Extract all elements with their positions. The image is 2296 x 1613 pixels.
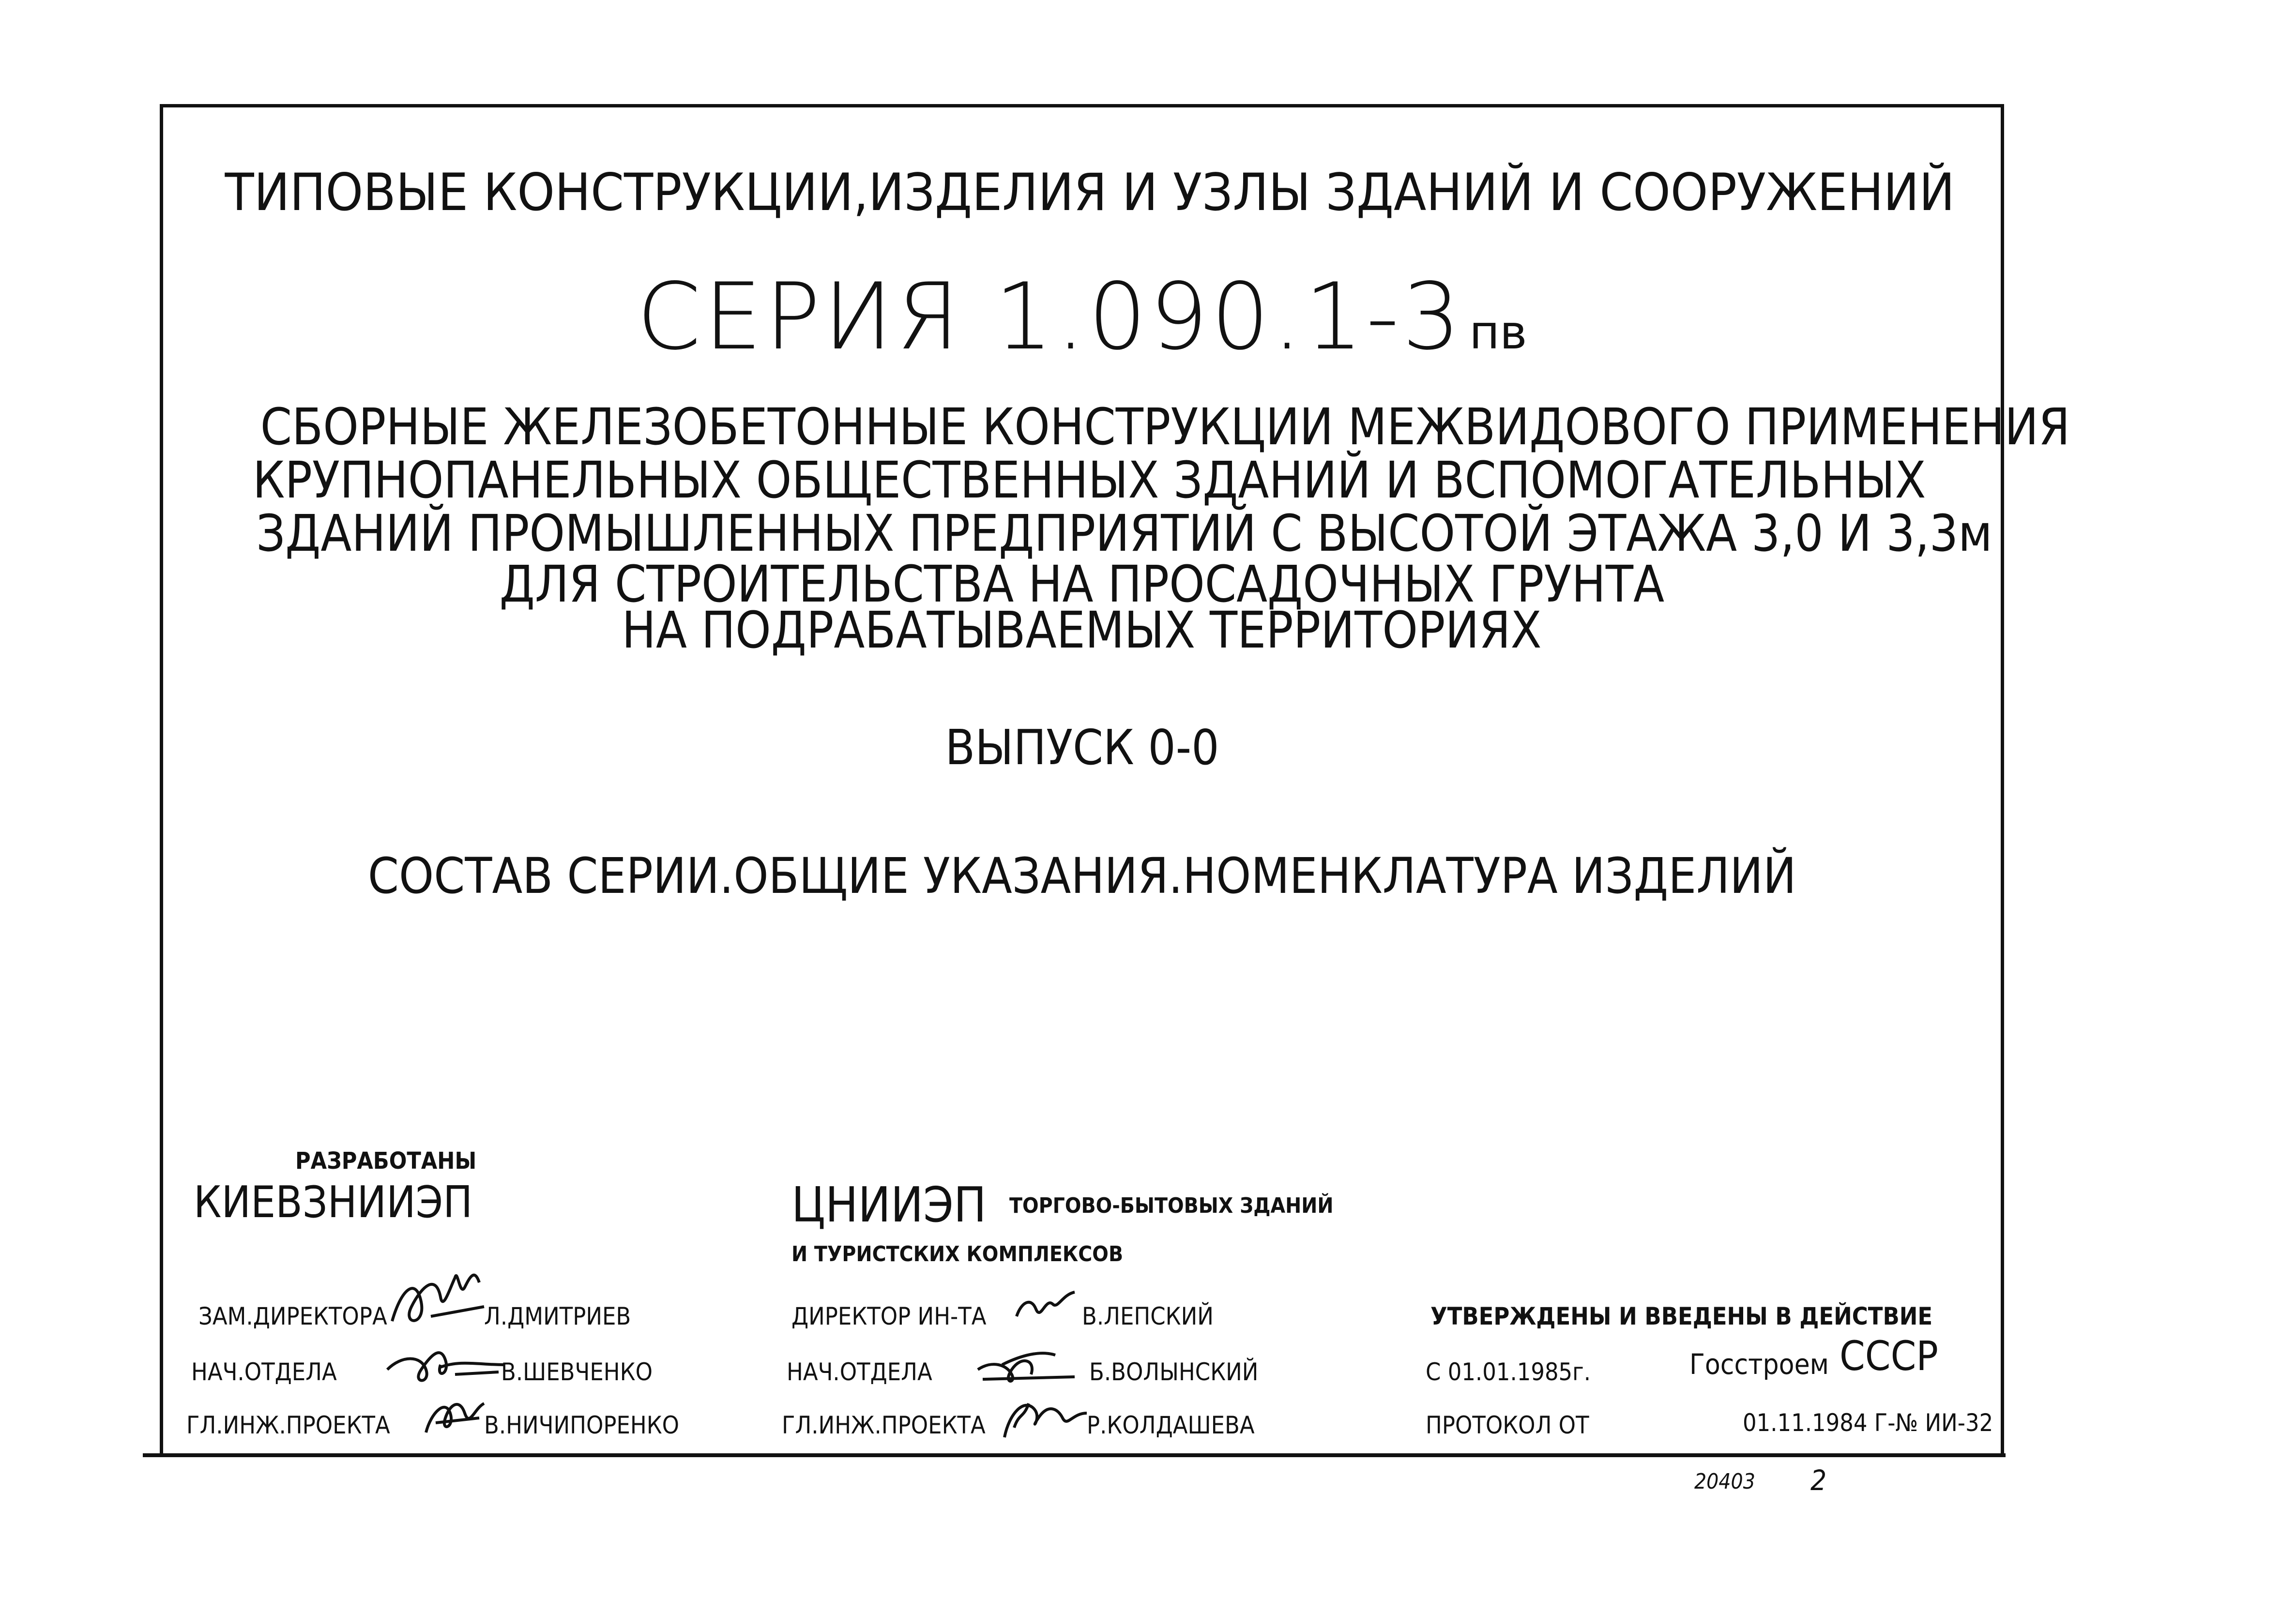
- left-sign-name-2: В.ШЕВЧЕНКО: [501, 1358, 653, 1386]
- left-sign-role-2: НАЧ.ОТДЕЛА: [191, 1358, 337, 1386]
- issue-number: ВЫПУСК 0-0: [944, 719, 1219, 776]
- approval-date: С 01.01.1985г.: [1426, 1358, 1591, 1386]
- org-tsniiep-desc-1: ТОРГОВО-БЫТОВЫХ ЗДАНИЙ: [1009, 1193, 1334, 1218]
- series-suffix: пв: [1469, 305, 1527, 360]
- org-tsniiep: ЦНИИЭП: [791, 1176, 987, 1233]
- protocol-value: 01.11.1984 Г-№ ИИ-32: [1743, 1409, 1993, 1437]
- protocol-label: ПРОТОКОЛ ОТ: [1426, 1411, 1589, 1439]
- mid-sign-role-2: НАЧ.ОТДЕЛА: [787, 1358, 932, 1386]
- signature-lepsky-icon: [1012, 1282, 1080, 1326]
- frame-bottom-line: [143, 1453, 2006, 1457]
- mid-sign-name-1: В.ЛЕПСКИЙ: [1082, 1302, 1214, 1330]
- series-number: СЕРИЯ 1.090.1-3: [637, 263, 1464, 370]
- approval-authority: СССР: [1840, 1332, 1938, 1380]
- signature-nichiporenko-icon: [416, 1384, 489, 1442]
- org-kievzniiep: КИЕВЗНИИЭП: [194, 1177, 473, 1228]
- mid-sign-role-1: ДИРЕКТОР ИН-ТА: [791, 1302, 987, 1330]
- mid-sign-name-2: Б.ВОЛЫНСКИЙ: [1089, 1358, 1259, 1386]
- mid-sign-role-3: ГЛ.ИНЖ.ПРОЕКТА: [782, 1411, 986, 1439]
- left-sign-role-3: ГЛ.ИНЖ.ПРОЕКТА: [186, 1411, 390, 1439]
- contents-title: СОСТАВ СЕРИИ.ОБЩИЕ УКАЗАНИЯ.НОМЕНКЛАТУРА ИЗДЕЛИЙ: [367, 847, 1796, 905]
- left-sign-name-1: Л.ДМИТРИЕВ: [484, 1302, 631, 1330]
- signature-koldasheva-icon: [995, 1384, 1092, 1447]
- description-line-1: СБОРНЫЕ ЖЕЛЕЗОБЕТОННЫЕ КОНСТРУКЦИИ МЕЖВИДОВОГО ПРИМЕНЕНИЯ: [260, 397, 2070, 456]
- description-line-4: ДЛЯ СТРОИТЕЛЬСТВА НА ПРОСАДОЧНЫХ ГРУНТА: [499, 555, 1665, 614]
- series-title: [160, 263, 2004, 370]
- developed-by-label: РАЗРАБОТАНЫ: [295, 1147, 477, 1175]
- approval-text: УТВЕРЖДЕНЫ И ВВЕДЕНЫ В ДЕЙСТВИЕ: [1430, 1302, 1933, 1330]
- left-sign-role-1: ЗАМ.ДИРЕКТОРА: [198, 1302, 387, 1330]
- document-number: 20403: [1694, 1469, 1755, 1494]
- standard-title-text: ТИПОВЫЕ КОНСТРУКЦИИ,ИЗДЕЛИЯ И УЗЛЫ ЗДАНИЙ И СООРУЖЕНИЙ: [225, 163, 1955, 222]
- standard-title: [160, 163, 2004, 222]
- description-line-5: НА ПОДРАБАТЫВАЕМЫХ ТЕРРИТОРИЯХ: [622, 601, 1542, 660]
- description-line-3: ЗДАНИЙ ПРОМЫШЛЕННЫХ ПРЕДПРИЯТИЙ С ВЫСОТОЙ ЭТАЖА 3,0 И 3,3м: [256, 504, 1992, 563]
- org-tsniiep-desc-2: И ТУРИСТСКИХ КОМПЛЕКСОВ: [791, 1242, 1124, 1266]
- mid-sign-name-3: Р.КОЛДАШЕВА: [1087, 1411, 1255, 1439]
- signature-dmitriev-icon: [382, 1258, 494, 1336]
- description-line-2: КРУПНОПАНЕЛЬНЫХ ОБЩЕСТВЕННЫХ ЗДАНИЙ И ВСПОМОГАТЕЛЬНЫХ: [253, 451, 1926, 510]
- left-sign-name-3: В.НИЧИПОРЕНКО: [484, 1411, 680, 1439]
- sheet-number: 2: [1810, 1464, 1827, 1497]
- approval-authority-prefix: Госстроем: [1689, 1348, 1829, 1381]
